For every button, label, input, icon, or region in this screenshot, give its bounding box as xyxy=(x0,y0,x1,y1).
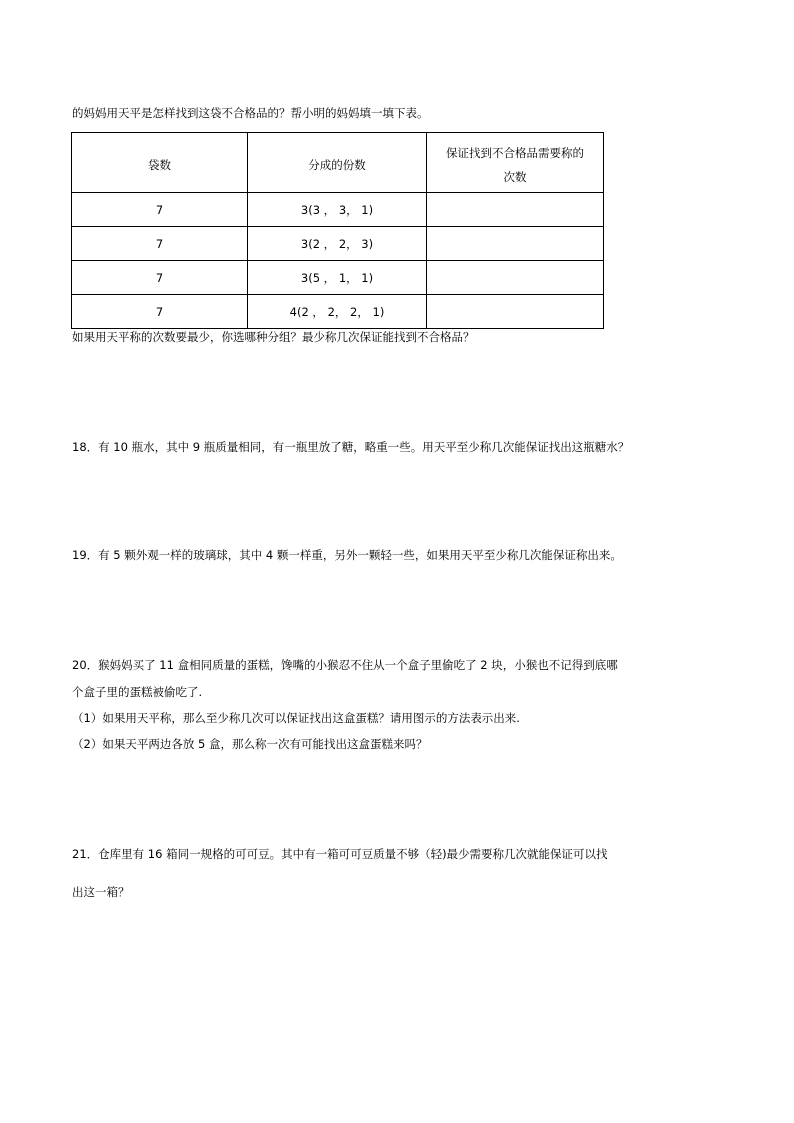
cell-times xyxy=(427,227,604,261)
question-20-line1: 20．猴妈妈买了 11 盒相同质量的蛋糕，馋嘴的小猴忍不住从一个盒子里偷吃了 2 块，小猴也不记得到底哪 xyxy=(72,658,618,672)
question-20-sub2: （2）如果天平两边各放 5 盒，那么称一次有可能找出这盒蛋糕来吗？ xyxy=(72,737,428,751)
cell-times xyxy=(427,261,604,295)
intro-text: 的妈妈用天平是怎样找到这袋不合格品的？帮小明的妈妈填一填下表。 xyxy=(72,106,429,120)
question-19: 19．有 5 颗外观一样的玻璃球，其中 4 颗一样重，另外一颗轻一些，如果用天平至少称几次能保证称出来。 xyxy=(72,548,622,562)
cell-split: 3(3 ， 3， 1) xyxy=(248,193,427,227)
cell-times xyxy=(427,193,604,227)
header-split: 分成的份数 xyxy=(248,133,427,193)
header-times-line1: 保证找到不合格品需要称的 xyxy=(446,145,584,160)
after-table-question: 如果用天平称的次数要最少，你选哪种分组？最少称几次保证能找到不合格品？ xyxy=(72,330,475,344)
cell-times xyxy=(427,295,604,329)
question-20-line2: 个盒子里的蛋糕被偷吃了. xyxy=(72,685,203,699)
cell-bags: 7 xyxy=(72,193,248,227)
cell-split: 4(2 ， 2， 2， 1) xyxy=(248,295,427,329)
cell-bags: 7 xyxy=(72,295,248,329)
header-bags: 袋数 xyxy=(72,133,248,193)
table-header-row xyxy=(72,133,604,193)
table-row xyxy=(72,227,604,261)
cell-split: 3(2 ， 2， 3) xyxy=(248,227,427,261)
question-20-sub1: （1）如果用天平称，那么至少称几次可以保证找出这盒蛋糕？请用图示的方法表示出来. xyxy=(72,711,520,725)
question-18: 18．有 10 瓶水，其中 9 瓶质量相同，有一瓶里放了糖，略重一些。用天平至少称几次能保证找出这瓶糖水？ xyxy=(72,440,630,454)
table-row xyxy=(72,261,604,295)
table-row xyxy=(72,193,604,227)
weighing-table xyxy=(71,132,604,329)
cell-split: 3(5 ， 1， 1) xyxy=(248,261,427,295)
cell-bags: 7 xyxy=(72,261,248,295)
cell-bags: 7 xyxy=(72,227,248,261)
header-times xyxy=(427,133,604,193)
question-21-line2: 出这一箱？ xyxy=(72,885,130,899)
table-row xyxy=(72,295,604,329)
header-times-line2: 次数 xyxy=(503,169,527,184)
question-21-line1: 21．仓库里有 16 箱同一规格的可可豆。其中有一箱可可豆质量不够（轻)最少需要称几次就能保证可以找 xyxy=(72,847,608,861)
